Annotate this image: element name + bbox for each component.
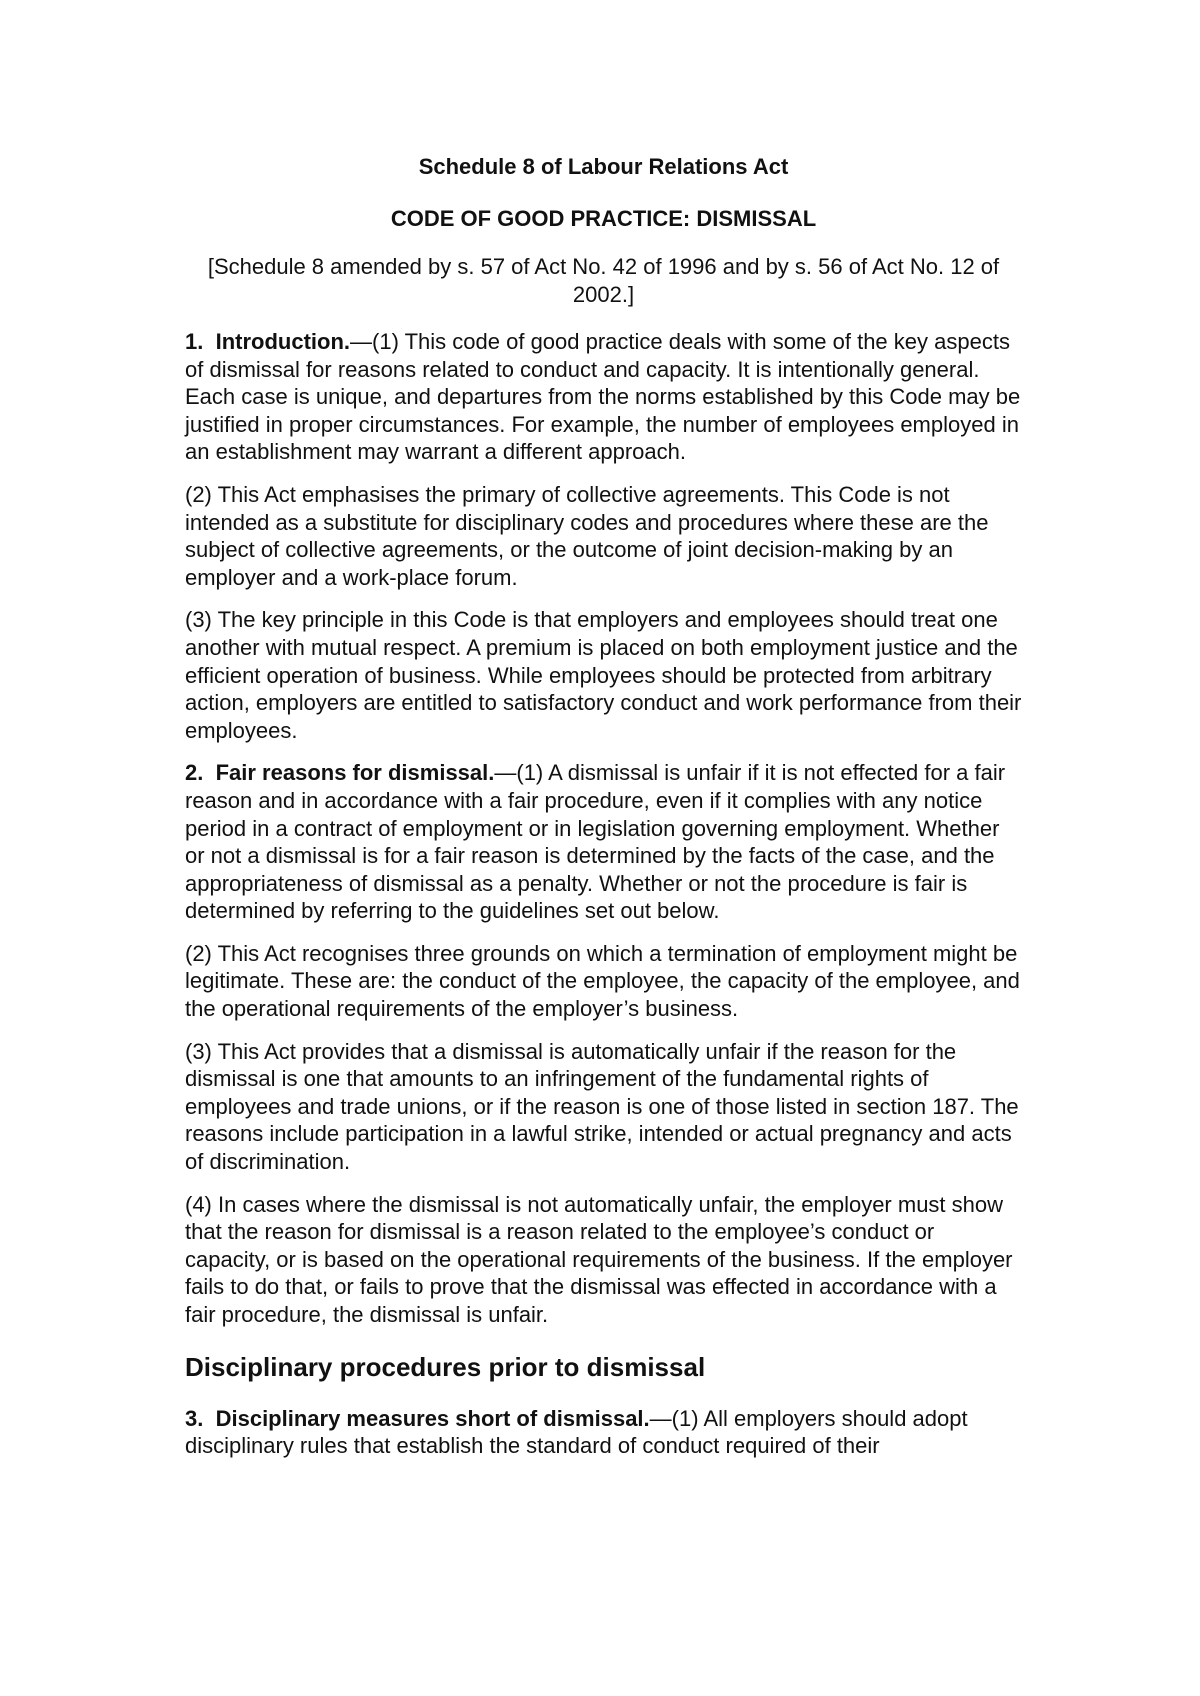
- section-2-number: 2.: [185, 760, 204, 786]
- amendment-note: [Schedule 8 amended by s. 57 of Act No. 42 of 1996 and by s. 56 of Act No. 12 of 2002.]: [207, 254, 1000, 307]
- section-2-heading: Fair reasons for dismissal.: [215, 760, 495, 786]
- code-title: CODE OF GOOD PRACTICE: DISMISSAL: [390, 206, 817, 231]
- section-1-number: 1.: [185, 329, 204, 354]
- section-3-heading: Disciplinary measures short of dismissal.: [215, 1405, 650, 1431]
- subheading-disciplinary-procedures: Disciplinary procedures prior to dismissal: [185, 1351, 706, 1382]
- section-1-paragraph-3: (3) The key principle in this Code is that employers and employees should treat one another with mutual respect. A premium is placed on both employment justice and the efficient operation of business. While employees should be protected from arbitrary action, employers are entitled to satisfactory conduct and work performance from their employees.: [185, 607, 1022, 743]
- section-2-paragraph-3: (3) This Act provides that a dismissal is automatically unfair if the reason for the dismissal is one that amounts to an infringement of the fundamental rights of employees and trade unions, or if the reason is one of those listed in section 187. The reasons include participation in a lawful strike, intended or actual pregnancy and acts of discrimination.: [185, 1038, 1019, 1175]
- section-2-paragraph-2: (2) This Act recognises three grounds on which a termination of employment might be legitimate. These are: the conduct of the employee, the capacity of the employee, and the operational requirements of the employer’s business.: [185, 940, 1020, 1022]
- section-2-p1-text: —(1) A dismissal is unfair if it is not effected for a fair reason and in accordance with a fair procedure, even if it complies with any notice period in a contract of employment or in legislation governing employment. Whether or not a dismissal is for a fair reason is determined by the facts of the case, and the appropriateness of dismissal as a penalty. Whether or not the procedure is fair is determined by referring to the guidelines set out below.: [185, 760, 1006, 924]
- section-1-paragraph-1: [185, 328, 1022, 466]
- section-3-p1-text: —(1) All employers should adopt disciplinary rules that establish the standard of conduct required of their: [185, 1405, 968, 1459]
- section-2-paragraph-1: [185, 759, 1022, 925]
- section-3-number: 3.: [185, 1405, 204, 1431]
- section-1-paragraph-2: (2) This Act emphasises the primary of collective agreements. This Code is not intended as a substitute for disciplinary codes and procedures where these are the subject of collective agreements, or the outcome of joint decision-making by an employer and a work-place forum.: [185, 481, 989, 590]
- section-3-paragraph-1: [185, 1405, 1022, 1460]
- section-1-heading: Introduction.: [215, 329, 351, 354]
- section-1-p1-text: —(1) This code of good practice deals with some of the key aspects of dismissal for reasons related to conduct and capacity. It is intentionally general. Each case is unique, and departures from the norms established by this Code may be justified in proper circumstances. For example, the number of employees employed in an establishment may warrant a different approach.: [185, 329, 1021, 465]
- section-2-paragraph-4: (4) In cases where the dismissal is not automatically unfair, the employer must show that the reason for dismissal is a reason related to the employee’s conduct or capacity, or is based on the operational requirements of the business. If the employer fails to do that, or fails to prove that the dismissal was effected in accordance with a fair procedure, the dismissal is unfair.: [185, 1191, 1013, 1327]
- schedule-title: Schedule 8 of Labour Relations Act: [418, 154, 789, 179]
